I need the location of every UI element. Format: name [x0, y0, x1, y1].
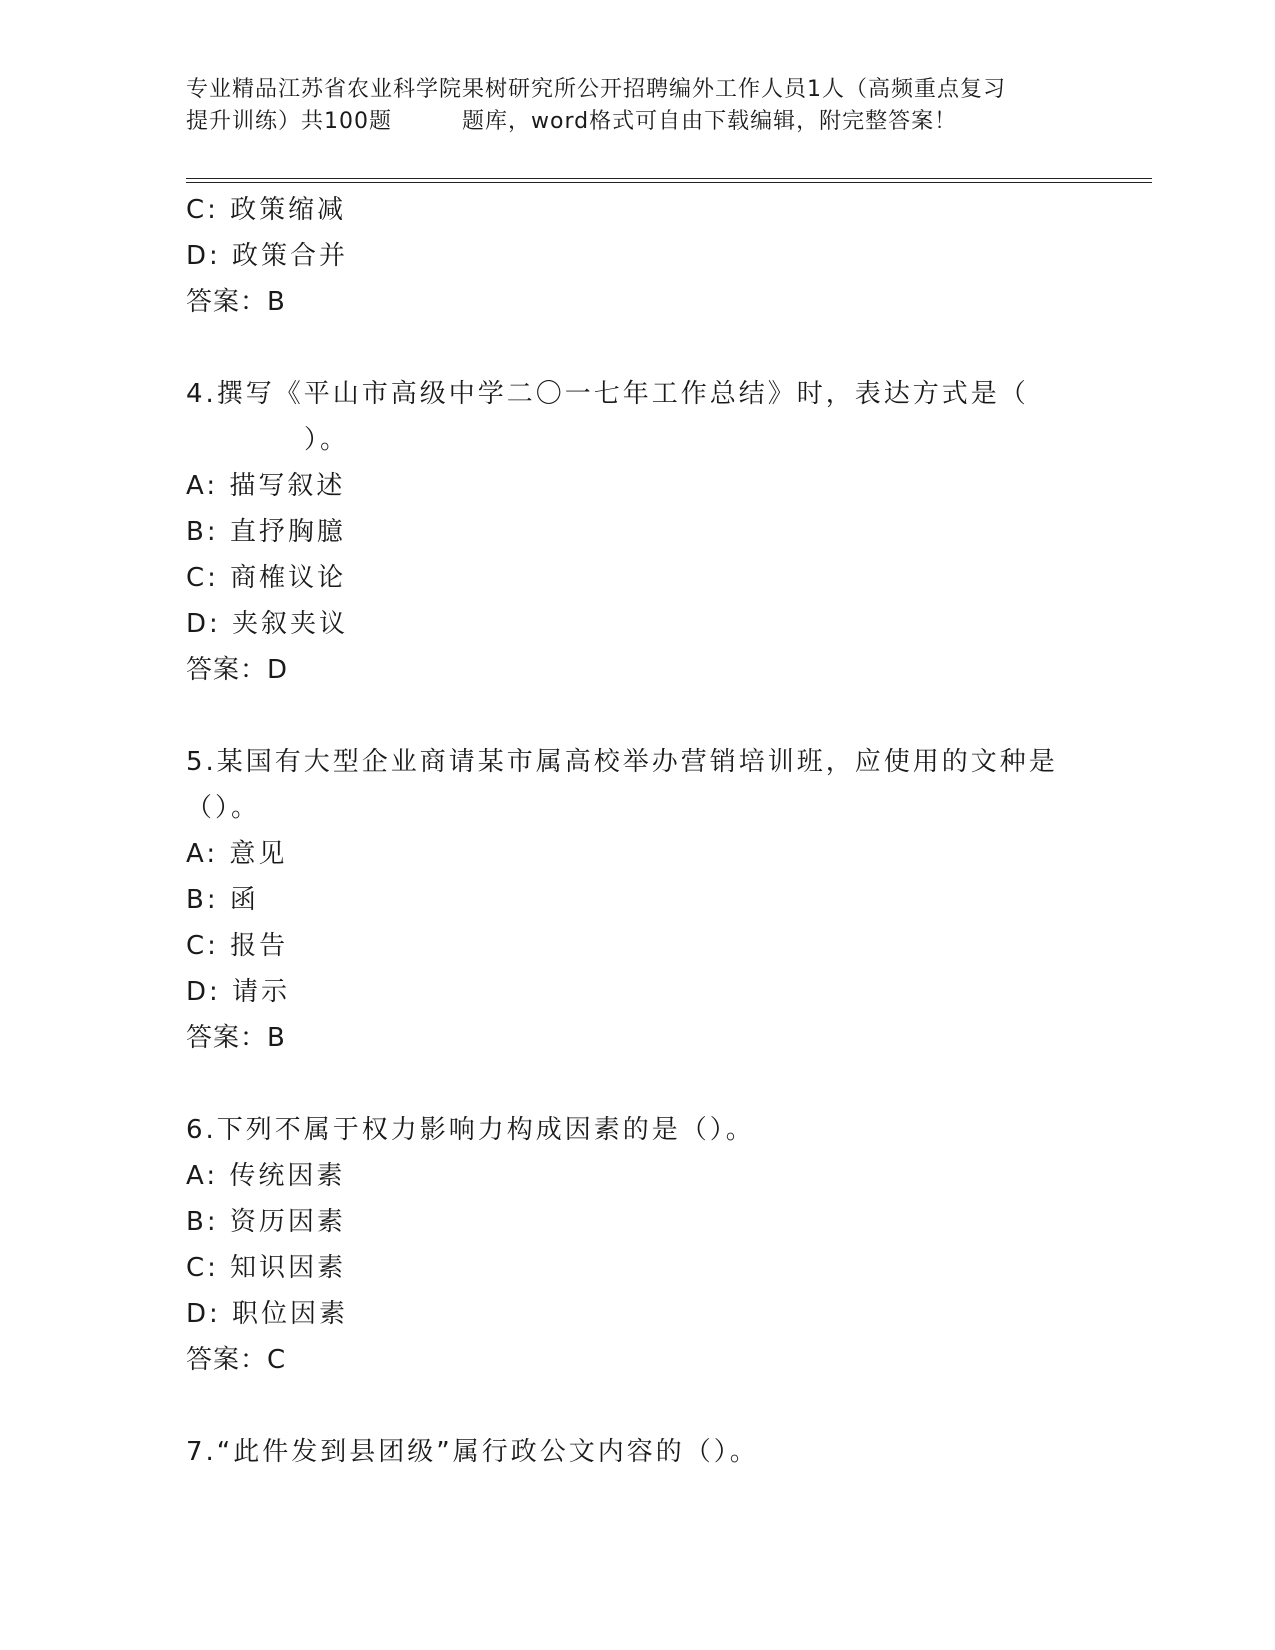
question-4-option-a: A: 描写叙述: [186, 471, 346, 501]
question-3-option-c: C: 政策缩减: [186, 195, 347, 225]
question-6-stem: 6.下列不属于权力影响力构成因素的是（）。: [186, 1115, 755, 1145]
question-4-stem-continued: ）。: [304, 425, 350, 455]
header-title-line2-part2: 题库，word格式可自由下载编辑，附完整答案！: [462, 109, 958, 134]
header-divider-bottom: [186, 182, 1152, 183]
question-4-option-b: B: 直抒胸臆: [186, 517, 346, 547]
question-7-stem: 7.“此件发到县团级”属行政公文内容的（）。: [186, 1437, 759, 1467]
question-6-answer: 答案：C: [186, 1345, 287, 1375]
question-6-option-c: C: 知识因素: [186, 1253, 347, 1283]
header-title-line2-part1: 提升训练）共100题: [186, 109, 392, 134]
question-5-option-a: A: 意见: [186, 839, 288, 869]
question-spacer: [186, 325, 1066, 371]
question-6-option-d: D: 职位因素: [186, 1299, 349, 1329]
question-5: [186, 739, 1066, 1061]
question-spacer: [186, 693, 1066, 739]
question-6-option-b: B: 资历因素: [186, 1207, 346, 1237]
question-6: [186, 1107, 1066, 1383]
question-5-answer: 答案：B: [186, 1023, 286, 1053]
question-5-option-d: D: 请示: [186, 977, 291, 1007]
question-4-answer: 答案：D: [186, 655, 289, 685]
question-spacer: [186, 1061, 1066, 1107]
question-4-option-c: C: 商榷议论: [186, 563, 347, 593]
question-list: [186, 187, 1066, 1475]
question-3-option-d: D: 政策合并: [186, 241, 349, 271]
question-5-option-b: B: 函: [186, 885, 259, 915]
question-5-option-c: C: 报告: [186, 931, 289, 961]
question-3-answer: 答案：B: [186, 287, 286, 317]
question-5-stem: 5.某国有大型企业商请某市属高校举办营销培训班，应使用的文种是: [186, 747, 1058, 777]
question-7: [186, 1429, 1066, 1475]
header-divider-top: [186, 178, 1152, 179]
question-4-stem: 4.撰写《平山市高级中学二〇一七年工作总结》时，表达方式是（: [186, 379, 1029, 409]
question-3: [186, 187, 1066, 325]
question-6-option-a: A: 传统因素: [186, 1161, 346, 1191]
question-4-option-d: D: 夹叙夹议: [186, 609, 349, 639]
header-title-line2: [186, 106, 1086, 138]
question-spacer: [186, 1383, 1066, 1429]
question-5-stem-continued: （）。: [186, 793, 261, 823]
question-4: [186, 371, 1066, 693]
document-header: [186, 74, 1086, 138]
header-title-line1: 专业精品江苏省农业科学院果树研究所公开招聘编外工作人员1人（高频重点复习: [186, 77, 1006, 102]
